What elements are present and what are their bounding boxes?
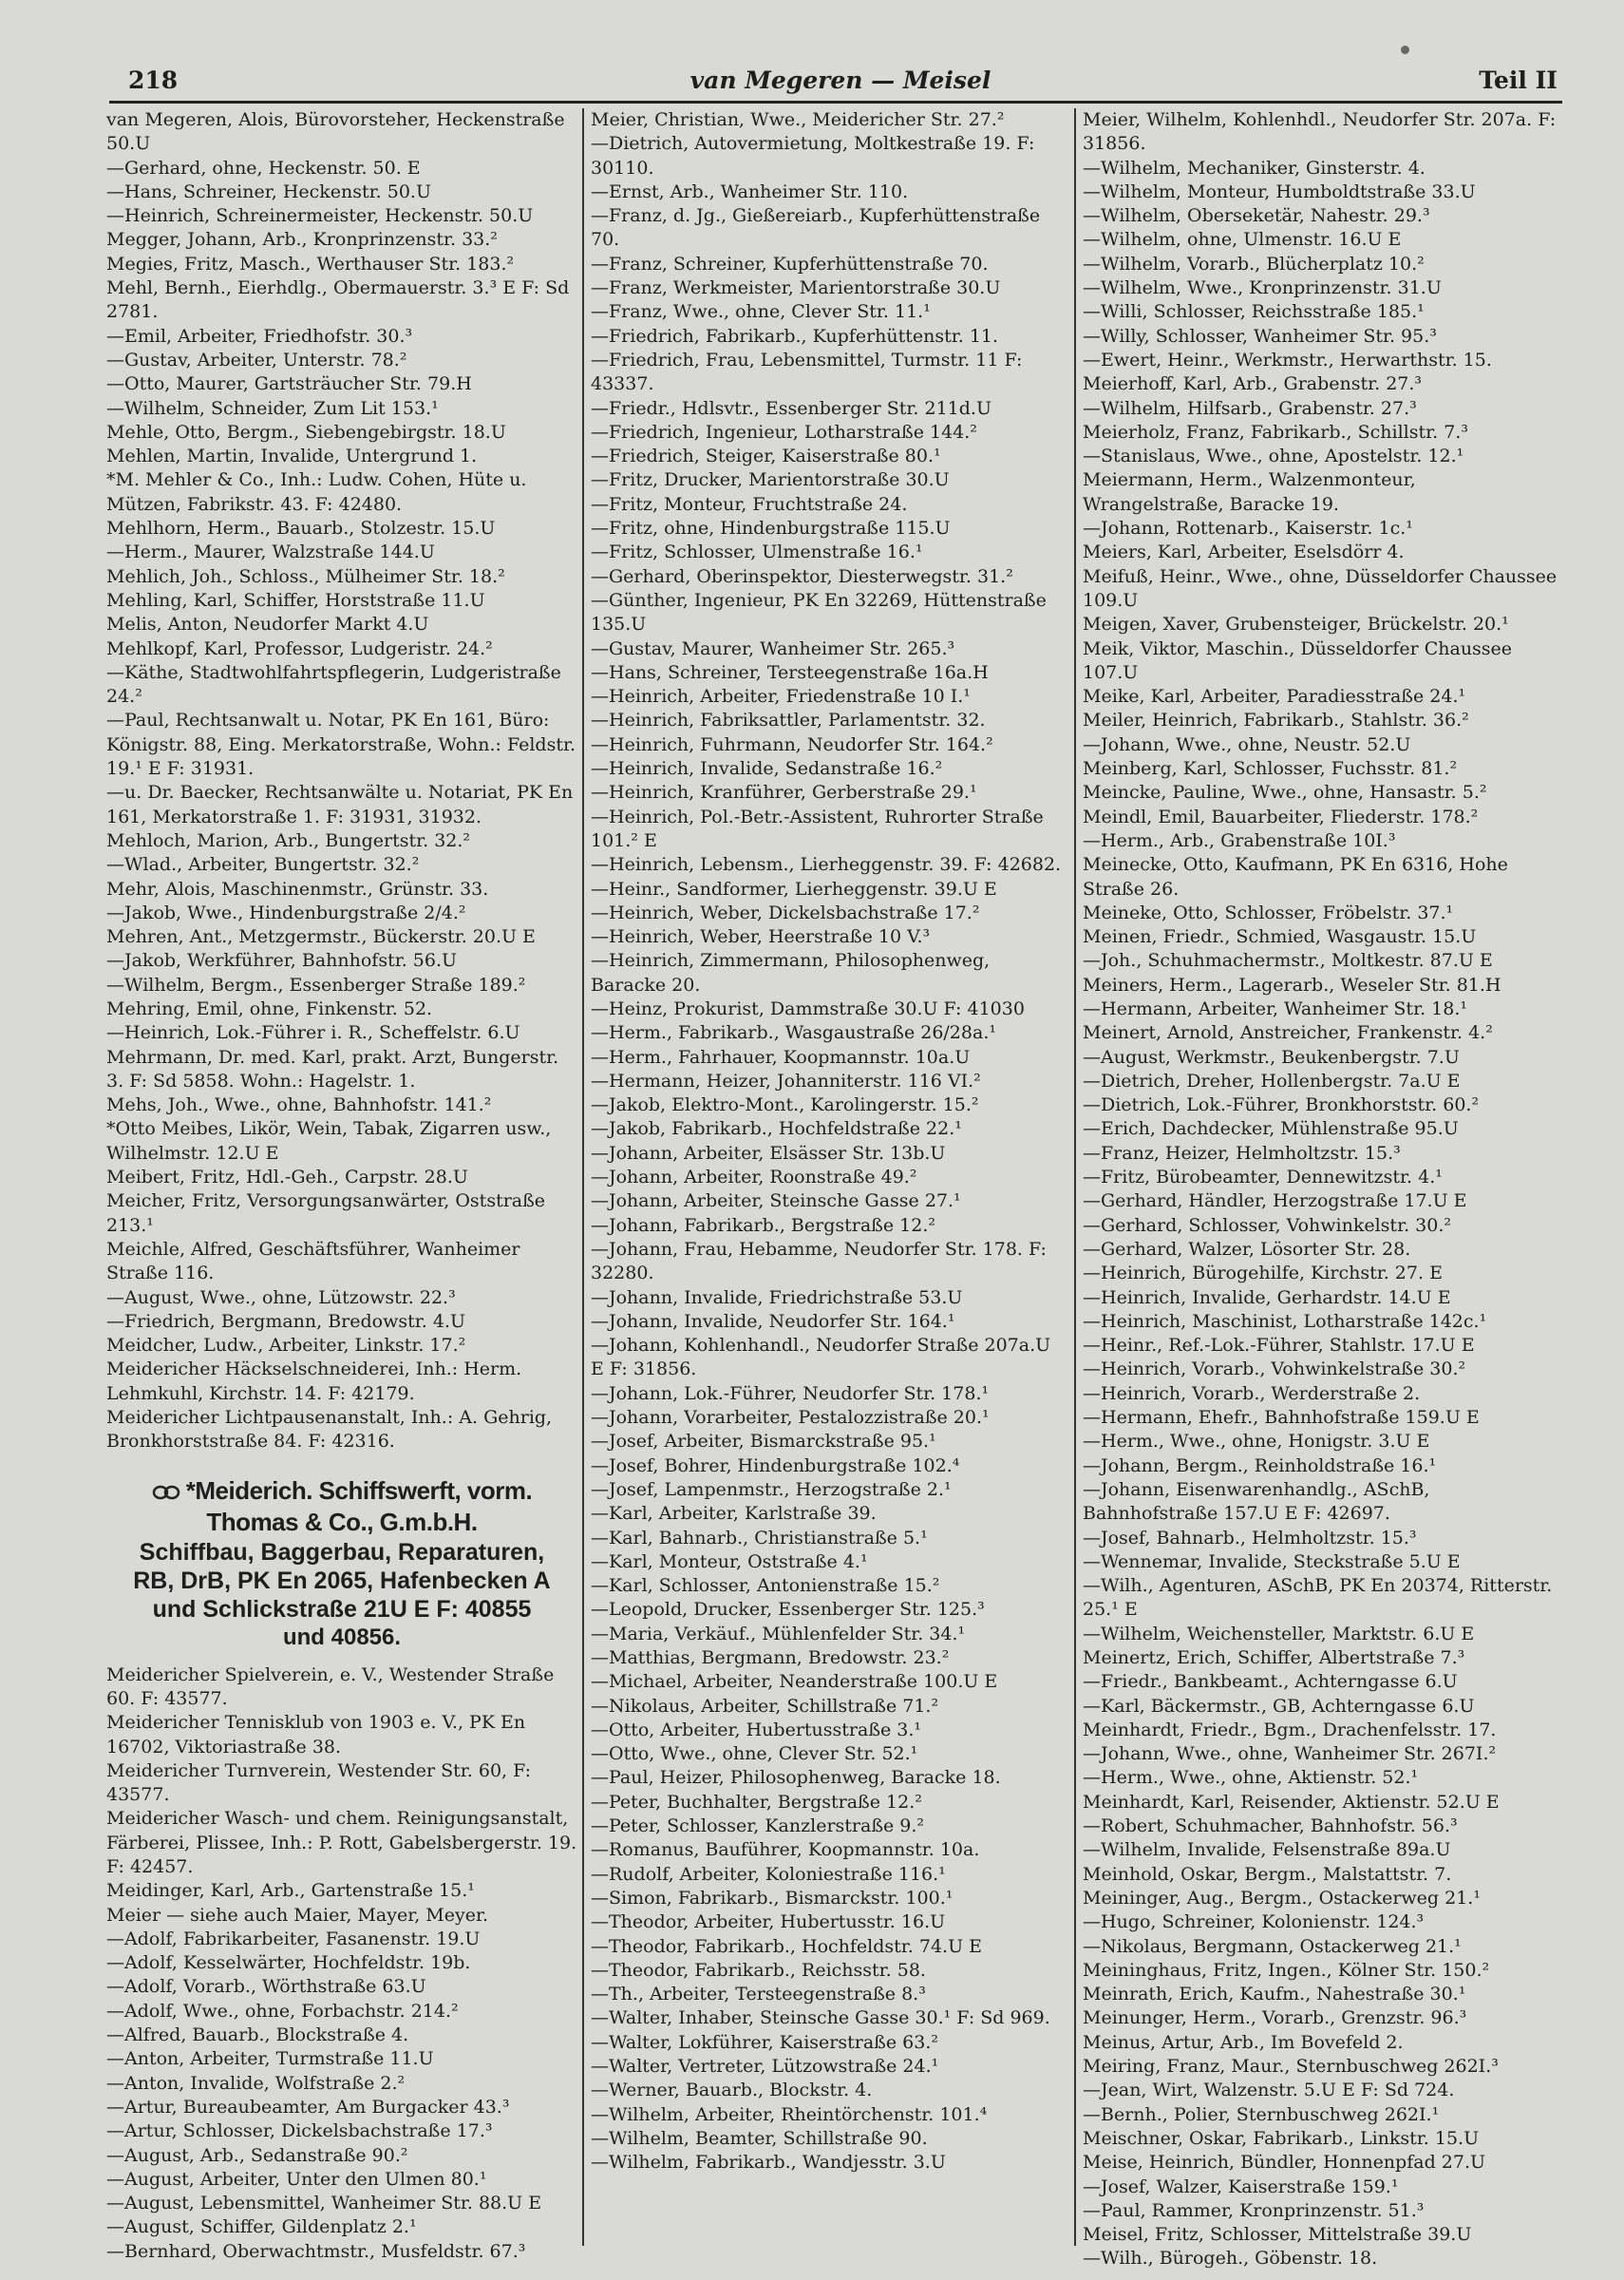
directory-entry: Meinhold, Oskar, Bergm., Malstattstr. 7. xyxy=(1083,1863,1452,1885)
directory-entry: —Heinz, Prokurist, Dammstraße 30.U F: 41030 xyxy=(591,998,1025,1019)
directory-entry: —Josef, Lampenmstr., Herzogstraße 2.¹ xyxy=(591,1478,952,1500)
directory-entry: Meiler, Heinrich, Fabrikarb., Stahlstr. 36.² xyxy=(1083,710,1469,732)
directory-entry: —Johann, Wwe., ohne, Wanheimer Str. 267I.² xyxy=(1083,1743,1497,1765)
directory-entry: —Herm., Fahrhauer, Koopmannstr. 10a.U xyxy=(591,1046,971,1068)
advertisement-title xyxy=(106,1475,577,1538)
directory-entry: —Wilhelm, Vorarb., Blücherplatz 10.² xyxy=(1083,253,1425,275)
directory-entry: —Friedrich, Ingenieur, Lotharstraße 144.² xyxy=(591,421,977,443)
directory-entry: Mehlich, Joh., Schloss., Mülheimer Str. 18.² xyxy=(106,565,505,587)
directory-entry: —Heinrich, Invalide, Sedanstraße 16.² xyxy=(591,758,943,780)
directory-entry: —Johann, Arbeiter, Elsässer Str. 13b.U xyxy=(591,1142,946,1164)
directory-entry: —Heinr., Ref.-Lok.-Führer, Stahlstr. 17.U E xyxy=(1083,1335,1475,1357)
part-label: Teil II xyxy=(1479,66,1558,94)
directory-entry: Meinertz, Erich, Schiffer, Albertstraße 7.³ xyxy=(1083,1647,1465,1668)
directory-entry: —Wilhelm, Fabrikarb., Wandjesstr. 3.U xyxy=(591,2152,946,2174)
directory-entry: —Walter, Vertreter, Lützowstraße 24.¹ xyxy=(591,2056,939,2078)
directory-entry: —Walter, Lokführer, Kaiserstraße 63.² xyxy=(591,2031,938,2053)
directory-entry: —Karl, Bahnarb., Christianstraße 5.¹ xyxy=(591,1527,928,1548)
directory-entry: —Josef, Arbeiter, Bismarckstraße 95.¹ xyxy=(591,1431,936,1453)
directory-entry: —Heinrich, Schreinermeister, Heckenstr. 50.U xyxy=(106,205,534,227)
directory-entry: Megger, Johann, Arb., Kronprinzenstr. 33.² xyxy=(106,229,498,251)
directory-entry: —Heinrich, Bürogehilfe, Kirchstr. 27. E xyxy=(1083,1263,1443,1284)
directory-entry: —Artur, Bureaubeamter, Am Burgacker 43.³ xyxy=(106,2096,510,2118)
directory-entry: van Megeren, Alois, Bürovorsteher, Heckenstraße 50.U xyxy=(106,109,565,155)
directory-entry: —Franz, Schreiner, Kupferhüttenstraße 70. xyxy=(591,253,989,275)
advertisement-title-text: *Meiderich. Schiffswerft, vorm. Thomas & Co., G.m.b.H. xyxy=(185,1475,533,1536)
directory-entry: —Rudolf, Arbeiter, Koloniestraße 116.¹ xyxy=(591,1863,946,1885)
directory-entry: —Wilhelm, Monteur, Humboldtstraße 33.U xyxy=(1083,180,1476,202)
directory-entry: —Johann, Bergm., Reinholdstraße 16.¹ xyxy=(1083,1454,1437,1476)
directory-entry: —Leopold, Drucker, Essenberger Str. 125.³ xyxy=(591,1599,985,1621)
directory-entry: —Hans, Schreiner, Heckenstr. 50.U xyxy=(106,180,431,202)
advertisement-line: und Schlickstraße 21U E F: 40855 xyxy=(152,1595,532,1623)
directory-entry: —Adolf, Fabrikarbeiter, Fasanenstr. 19.U xyxy=(106,1928,481,1949)
directory-entry: —Herm., Wwe., ohne, Aktienstr. 52.¹ xyxy=(1083,1767,1419,1789)
directory-entry: —Th., Arbeiter, Tersteegenstraße 8.³ xyxy=(591,1984,926,2005)
directory-entry: —Maria, Verkäuf., Mühlenfelder Str. 34.¹ xyxy=(591,1623,966,1644)
directory-entry: Mehs, Joh., Wwe., ohne, Bahnhofstr. 141.² xyxy=(106,1094,492,1116)
directory-entry: —Wilhelm, Hilfsarb., Grabenstr. 27.³ xyxy=(1083,397,1417,419)
directory-entry: Meidericher Spielverein, e. V., Westender Straße 60. F: 43577. xyxy=(106,1663,555,1709)
directory-entry: Meigen, Xaver, Grubensteiger, Brückelstr. 20.¹ xyxy=(1083,614,1509,636)
directory-entry: —Emil, Arbeiter, Friedhofstr. 30.³ xyxy=(106,325,413,347)
page-title: van Megeren — Meisel xyxy=(689,66,991,94)
directory-entry: Mehl, Bernh., Eierhdlg., Obermauerstr. 3.³ E F: Sd 2781. xyxy=(106,277,570,323)
directory-entry: —Otto, Wwe., ohne, Clever Str. 52.¹ xyxy=(591,1743,918,1765)
directory-entry: —Friedrich, Bergmann, Bredowstr. 4.U xyxy=(106,1310,465,1332)
column-left xyxy=(106,108,577,2264)
header-rule xyxy=(109,101,1562,104)
directory-entry: —Heinrich, Arbeiter, Friedenstraße 10 I.¹ xyxy=(591,686,971,708)
directory-entry: —Johann, Invalide, Friedrichstraße 53.U xyxy=(591,1286,963,1308)
directory-entry: —Walter, Inhaber, Steinsche Gasse 30.¹ F: Sd 969. xyxy=(591,2007,1050,2029)
directory-entry: Mehrmann, Dr. med. Karl, prakt. Arzt, Bungerstr. 3. F: Sd 5858. Wohn.: Hagelstr. 1. xyxy=(106,1046,559,1092)
directory-entry: Meier, Christian, Wwe., Meidericher Str. 27.² xyxy=(591,109,1005,130)
advertisement-line: Schiffbau, Baggerbau, Reparaturen, xyxy=(139,1538,545,1566)
directory-entry: —Stanislaus, Wwe., ohne, Apostelstr. 12.¹ xyxy=(1083,446,1464,467)
directory-entry: —Gustav, Arbeiter, Unterstr. 78.² xyxy=(106,349,407,370)
directory-entry: —Bernh., Polier, Sternbuschweg 262I.¹ xyxy=(1083,2103,1440,2125)
page-header xyxy=(123,65,1558,103)
directory-entry: —August, Arbeiter, Unter den Ulmen 80.¹ xyxy=(106,2168,487,2190)
directory-entry: —Herm., Wwe., ohne, Honigstr. 3.U E xyxy=(1083,1431,1430,1453)
directory-entry: —Heinrich, Vorarb., Werderstraße 2. xyxy=(1083,1382,1421,1404)
directory-entry: —Josef, Bahnarb., Helmholtzstr. 15.³ xyxy=(1083,1527,1417,1548)
directory-entry: —Franz, d. Jg., Gießereiarb., Kupferhüttenstraße 70. xyxy=(591,205,1041,251)
directory-entry: —August, Schiffer, Gildenplatz 2.¹ xyxy=(106,2216,417,2238)
directory-entry: Meindl, Emil, Bauarbeiter, Fliederstr. 178.² xyxy=(1083,806,1479,827)
directory-entry: Meike, Karl, Arbeiter, Paradiesstraße 24.¹ xyxy=(1083,686,1466,708)
directory-entry: —Hermann, Heizer, Johanniterstr. 116 VI.² xyxy=(591,1070,981,1092)
directory-entry: —Josef, Walzer, Kaiserstraße 159.¹ xyxy=(1083,2176,1399,2197)
directory-entry: —Günther, Ingenieur, PK En 32269, Hüttenstraße 135.U xyxy=(591,589,1047,636)
directory-entry: —August, Werkmstr., Beukenbergstr. 7.U xyxy=(1083,1046,1460,1068)
directory-entry: Meinrath, Erich, Kaufm., Nahestraße 30.¹ xyxy=(1083,1984,1466,2005)
directory-entry: —Bernhard, Oberwachtmstr., Musfeldstr. 67.³ xyxy=(106,2240,526,2262)
directory-entry: —Herm., Fabrikarb., Wasgaustraße 26/28a.¹ xyxy=(591,1022,996,1044)
directory-entry: —Peter, Buchhalter, Bergstraße 12.² xyxy=(591,1791,922,1813)
directory-entry: —Wilhelm, Schneider, Zum Lit 153.¹ xyxy=(106,397,439,419)
column-divider xyxy=(1074,108,1076,2246)
directory-entry: —Heinrich, Lebensm., Lierheggenstr. 39. F: 42682. xyxy=(591,854,1062,876)
directory-entry: —Dietrich, Lok.-Führer, Bronkhorststr. 60.² xyxy=(1083,1094,1480,1116)
directory-entry: Mehr, Alois, Maschinenmstr., Grünstr. 33. xyxy=(106,878,489,900)
directory-entry: Meinert, Arnold, Anstreicher, Frankenstr. 4.² xyxy=(1083,1022,1493,1044)
directory-entry: —Heinrich, Lok.-Führer i. R., Scheffelstr. 6.U xyxy=(106,1022,520,1044)
directory-entry: —Heinrich, Invalide, Gerhardstr. 14.U E xyxy=(1083,1286,1451,1308)
directory-entry: —Theodor, Fabrikarb., Hochfeldstr. 74.U E xyxy=(591,1935,983,1957)
directory-entry: Meinecke, Otto, Kaufmann, PK En 6316, Hohe Straße 26. xyxy=(1083,854,1508,900)
directory-entry: —Dietrich, Dreher, Hollenbergstr. 7a.U E xyxy=(1083,1070,1461,1092)
directory-entry: —Johann, Arbeiter, Roonstraße 49.² xyxy=(591,1167,917,1188)
directory-entry: —Werner, Bauarb., Blockstr. 4. xyxy=(591,2080,873,2101)
directory-entry: —Willy, Schlosser, Wanheimer Str. 95.³ xyxy=(1083,325,1437,347)
directory-entry: —Jakob, Wwe., Hindenburgstraße 2/4.² xyxy=(106,902,466,923)
directory-entry: —Jakob, Elektro-Mont., Karolingerstr. 15.² xyxy=(591,1094,979,1116)
directory-entry: —Theodor, Arbeiter, Hubertusstr. 16.U xyxy=(591,1911,946,1933)
directory-entry: —Franz, Wwe., ohne, Clever Str. 11.¹ xyxy=(591,301,931,323)
directory-entry: —Willi, Schlosser, Reichsstraße 185.¹ xyxy=(1083,301,1425,323)
directory-entry: Meinberg, Karl, Schlosser, Fuchsstr. 81.² xyxy=(1083,758,1458,780)
directory-entry: —Gerhard, ohne, Heckenstr. 50. E xyxy=(106,157,421,179)
directory-entry: —Erich, Dachdecker, Mühlenstraße 95.U xyxy=(1083,1118,1459,1140)
directory-entry: —Adolf, Kesselwärter, Hochfeldstr. 19b. xyxy=(106,1952,471,1974)
directory-entry: Mehling, Karl, Schiffer, Horststraße 11.U xyxy=(106,589,485,611)
directory-entry: —Theodor, Fabrikarb., Reichsstr. 58. xyxy=(591,1959,926,1981)
directory-entry: Meinen, Friedr., Schmied, Wasgaustr. 15.U xyxy=(1083,926,1477,948)
column-right xyxy=(1083,108,1562,2271)
directory-entry: —Jakob, Fabrikarb., Hochfeldstraße 22.¹ xyxy=(591,1118,962,1140)
directory-entry: *Otto Meibes, Likör, Wein, Tabak, Zigarren usw., Wilhelmstr. 12.U E xyxy=(106,1118,552,1164)
directory-entry: —Otto, Arbeiter, Hubertusstraße 3.¹ xyxy=(591,1719,922,1740)
directory-entry: —Wilhelm, Weichensteller, Marktstr. 6.U E xyxy=(1083,1623,1475,1644)
directory-entry: —Hans, Schreiner, Tersteegenstraße 16a.H xyxy=(591,661,989,683)
directory-entry: —Heinrich, Weber, Heerstraße 10 V.³ xyxy=(591,926,931,948)
directory-entry: —Heinrich, Fabriksattler, Parlamentstr. 32. xyxy=(591,710,986,732)
directory-entry: Meinunger, Herm., Vorarb., Grenzstr. 96.³ xyxy=(1083,2007,1467,2029)
directory-entry: —Hugo, Schreiner, Kolonienstr. 124.³ xyxy=(1083,1911,1425,1933)
ink-spot xyxy=(1401,46,1409,54)
directory-entry: —Robert, Schuhmacher, Bahnhofstr. 56.³ xyxy=(1083,1815,1458,1837)
directory-entry: Meicher, Fritz, Versorgungsanwärter, Oststraße 213.¹ xyxy=(106,1190,546,1236)
advertisement-line: RB, DrB, PK En 2065, Hafenbecken A xyxy=(133,1567,551,1594)
directory-entry: Meineke, Otto, Schlosser, Fröbelstr. 37.¹ xyxy=(1083,902,1454,923)
directory-entry: Meisel, Fritz, Schlosser, Mittelstraße 39.U xyxy=(1083,2224,1472,2246)
directory-entry: —Michael, Arbeiter, Neanderstraße 100.U E xyxy=(591,1671,998,1693)
directory-entry: —Wilh., Bürogeh., Göbenstr. 18. xyxy=(1083,2248,1378,2270)
directory-entry: —Gerhard, Oberinspektor, Diesterwegstr. 31.² xyxy=(591,565,1013,587)
directory-entry: Meidinger, Karl, Arb., Gartenstraße 15.¹ xyxy=(106,1880,475,1902)
directory-entry: —Gustav, Maurer, Wanheimer Str. 265.³ xyxy=(591,637,955,659)
directory-entry: —Friedrich, Frau, Lebensmittel, Turmstr. 11 F: 43337. xyxy=(591,349,1023,395)
directory-entry: —August, Lebensmittel, Wanheimer Str. 88.U E xyxy=(106,2193,542,2214)
directory-entry: —Fritz, Drucker, Marientorstraße 30.U xyxy=(591,469,950,491)
directory-entry: —Franz, Heizer, Helmholtzstr. 15.³ xyxy=(1083,1142,1401,1164)
directory-entry: —Gerhard, Schlosser, Vohwinkelstr. 30.² xyxy=(1083,1214,1451,1236)
directory-entry: *M. Mehler & Co., Inh.: Ludw. Cohen, Hüte u. Mützen, Fabrikstr. 43. F: 42480. xyxy=(106,469,527,515)
directory-entry: —Heinrich, Vorarb., Vohwinkelstraße 30.² xyxy=(1083,1358,1466,1380)
directory-entry: Meifuß, Heinr., Wwe., ohne, Düsseldorfer Chaussee 109.U xyxy=(1083,565,1558,611)
directory-entry: Meinhardt, Karl, Reisender, Aktienstr. 52.U E xyxy=(1083,1791,1500,1813)
directory-entry: —Simon, Fabrikarb., Bismarckstr. 100.¹ xyxy=(591,1887,954,1909)
advertisement-block xyxy=(106,1475,577,1652)
directory-entry: —Heinrich, Zimmermann, Philosophenweg, Baracke 20. xyxy=(591,950,991,996)
column-divider xyxy=(582,108,584,2246)
directory-entry: —Wilhelm, Mechaniker, Ginsterstr. 4. xyxy=(1083,157,1426,179)
directory-entry: Meierhoff, Karl, Arb., Grabenstr. 27.³ xyxy=(1083,373,1423,395)
directory-entry: Mehloch, Marion, Arb., Bungertstr. 32.² xyxy=(106,829,471,851)
directory-entry: —Wilhelm, Arbeiter, Rheintörchenstr. 101.⁴ xyxy=(591,2103,988,2125)
directory-entry: —Otto, Maurer, Gartsträucher Str. 79.H xyxy=(106,373,472,395)
directory-entry: —Johann, Invalide, Neudorfer Str. 164.¹ xyxy=(591,1310,955,1332)
page-number: 218 xyxy=(128,66,179,94)
directory-entry: —Nikolaus, Bergmann, Ostackerweg 21.¹ xyxy=(1083,1935,1462,1957)
directory-entry: Meidericher Tennisklub von 1903 e. V., PK En 16702, Viktoriastraße 38. xyxy=(106,1712,526,1758)
directory-entry: —Johann, Fabrikarb., Bergstraße 12.² xyxy=(591,1214,935,1236)
directory-entry: —Hermann, Arbeiter, Wanheimer Str. 18.¹ xyxy=(1083,998,1467,1019)
directory-entry: —Peter, Schlosser, Kanzlerstraße 9.² xyxy=(591,1815,925,1837)
directory-entry: Mehren, Ant., Metzgermstr., Bückerstr. 20.U E xyxy=(106,926,536,948)
directory-entry: —Fritz, Bürobeamter, Dennewitzstr. 4.¹ xyxy=(1083,1167,1443,1188)
directory-entry: —Josef, Bohrer, Hindenburgstraße 102.⁴ xyxy=(591,1454,960,1476)
directory-entry: —Wilhelm, ohne, Ulmenstr. 16.U E xyxy=(1083,229,1402,251)
directory-entry: Meinhardt, Friedr., Bgm., Drachenfelsstr. 17. xyxy=(1083,1719,1497,1740)
directory-entry: —Paul, Heizer, Philosophenweg, Baracke 18. xyxy=(591,1767,1001,1789)
directory-entry: Meiers, Karl, Arbeiter, Eselsdörr 4. xyxy=(1083,542,1405,563)
directory-entry: Meik, Viktor, Maschin., Düsseldorfer Chaussee 107.U xyxy=(1083,637,1513,683)
directory-entry: —Adolf, Vorarb., Wörthstraße 63.U xyxy=(106,1976,426,1998)
directory-entry: —Matthias, Bergmann, Bredowstr. 23.² xyxy=(591,1647,950,1668)
directory-entry: Mehring, Emil, ohne, Finkenstr. 52. xyxy=(106,998,433,1019)
directory-entry: —Wilhelm, Wwe., Kronprinzenstr. 31.U xyxy=(1083,277,1442,299)
directory-entry: —Heinrich, Pol.-Betr.-Assistent, Ruhrorter Straße 101.² E xyxy=(591,806,1044,851)
directory-entry: Meininghaus, Fritz, Ingen., Kölner Str. 150.² xyxy=(1083,1959,1490,1981)
directory-entry: —Gerhard, Walzer, Lösorter Str. 28. xyxy=(1083,1238,1411,1260)
directory-entry: Meidericher Lichtpausenanstalt, Inh.: A. Gehrig, Bronkhorststraße 84. F: 42316. xyxy=(106,1407,553,1453)
directory-entry: —August, Wwe., ohne, Lützowstr. 22.³ xyxy=(106,1286,456,1308)
directory-entry: —Dietrich, Autovermietung, Moltkestraße 19. F: 30110. xyxy=(591,133,1035,179)
directory-entry: —Ewert, Heinr., Werkmstr., Herwarthstr. 15. xyxy=(1083,349,1492,370)
directory-entry: Meininger, Aug., Bergm., Ostackerweg 21.¹ xyxy=(1083,1887,1481,1909)
directory-entry: —Johann, Frau, Hebamme, Neudorfer Str. 178. F: 32280. xyxy=(591,1238,1047,1284)
directory-entry: —Wennemar, Invalide, Steckstraße 5.U E xyxy=(1083,1550,1461,1572)
directory-entry: —Fritz, Monteur, Fruchtstraße 24. xyxy=(591,493,908,515)
directory-entry: —Wilh., Agenturen, ASchB, PK En 20374, Ritterstr. 25.¹ E xyxy=(1083,1575,1553,1621)
directory-entry: —Herm., Arb., Grabenstraße 10I.³ xyxy=(1083,829,1396,851)
directory-entry: Mehle, Otto, Bergm., Siebengebirgstr. 18.U xyxy=(106,421,506,443)
directory-entry: —Johann, Kohlenhandl., Neudorfer Straße 207a.U E F: 31856. xyxy=(591,1335,1051,1380)
anchor-chain-icon xyxy=(152,1482,180,1503)
directory-entry: —Wilhelm, Oberseketär, Nahestr. 29.³ xyxy=(1083,205,1430,227)
directory-entry: —Anton, Arbeiter, Turmstraße 11.U xyxy=(106,2048,434,2070)
directory-entry: —Wilhelm, Bergm., Essenberger Straße 189.² xyxy=(106,974,526,996)
directory-entry: Meichle, Alfred, Geschäftsführer, Wanheimer Straße 116. xyxy=(106,1238,520,1284)
directory-entry: —Anton, Invalide, Wolfstraße 2.² xyxy=(106,2072,406,2094)
directory-entry: —u. Dr. Baecker, Rechtsanwälte u. Notariat, PK En 161, Merkatorstraße 1. F: 31931, 31932. xyxy=(106,782,574,827)
directory-entry: —Franz, Werkmeister, Marientorstraße 30.U xyxy=(591,277,1001,299)
directory-entry: Meibert, Fritz, Hdl.-Geh., Carpstr. 28.U xyxy=(106,1167,468,1188)
directory-entry: —Romanus, Bauführer, Koopmannstr. 10a. xyxy=(591,1839,980,1861)
directory-entry: Meischner, Oskar, Fabrikarb., Linkstr. 15.U xyxy=(1083,2127,1480,2149)
directory-entry: —Johann, Lok.-Führer, Neudorfer Str. 178.¹ xyxy=(591,1382,990,1404)
directory-entry: —Nikolaus, Arbeiter, Schillstraße 71.² xyxy=(591,1695,939,1717)
directory-entry: —Johann, Arbeiter, Steinsche Gasse 27.¹ xyxy=(591,1190,961,1212)
directory-entry: Melis, Anton, Neudorfer Markt 4.U xyxy=(106,614,429,636)
directory-entry: —Johann, Wwe., ohne, Neustr. 52.U xyxy=(1083,733,1411,755)
directory-entry: —Heinrich, Weber, Dickelsbachstraße 17.² xyxy=(591,902,980,923)
directory-entry: —Johann, Vorarbeiter, Pestalozzistraße 20.¹ xyxy=(591,1407,990,1429)
directory-entry: —Fritz, ohne, Hindenburgstraße 115.U xyxy=(591,518,951,540)
directory-entry: Meier — siehe auch Maier, Mayer, Meyer. xyxy=(106,1904,488,1926)
directory-entry: —Jakob, Werkführer, Bahnhofstr. 56.U xyxy=(106,950,458,972)
directory-entry: —Heinrich, Fuhrmann, Neudorfer Str. 164.² xyxy=(591,733,993,755)
directory-entry: —Friedr., Hdlsvtr., Essenberger Str. 211d.U xyxy=(591,397,991,419)
directory-entry: Meier, Wilhelm, Kohlenhdl., Neudorfer Str. 207a. F: 31856. xyxy=(1083,109,1557,155)
directory-entry: Meierholz, Franz, Fabrikarb., Schillstr. 7.³ xyxy=(1083,421,1468,443)
directory-entry: —Friedrich, Steiger, Kaiserstraße 80.¹ xyxy=(591,446,941,467)
directory-entry: —Herm., Maurer, Walzstraße 144.U xyxy=(106,542,435,563)
directory-entry: Mehlkopf, Karl, Professor, Ludgeristr. 24.² xyxy=(106,637,493,659)
directory-entry: Meiring, Franz, Maur., Sternbuschweg 262I.³ xyxy=(1083,2056,1499,2078)
directory-entry: —Hermann, Ehefr., Bahnhofstraße 159.U E xyxy=(1083,1407,1480,1429)
directory-entry: Meiermann, Herm., Walzenmonteur, Wrangelstraße, Baracke 19. xyxy=(1083,469,1416,515)
directory-entry: Meiners, Herm., Lagerarb., Weseler Str. 81.H xyxy=(1083,974,1501,996)
directory-entry: —Karl, Schlosser, Antonienstraße 15.² xyxy=(591,1575,940,1597)
directory-entry: Meinus, Artur, Arb., Im Bovefeld 2. xyxy=(1083,2031,1404,2053)
directory-entry: Mehlen, Martin, Invalide, Untergrund 1. xyxy=(106,446,478,467)
directory-entry: —August, Arb., Sedanstraße 90.² xyxy=(106,2144,408,2166)
directory-entry: Meidcher, Ludw., Arbeiter, Linkstr. 17.² xyxy=(106,1335,466,1357)
directory-entry: —Friedr., Bankbeamt., Achterngasse 6.U xyxy=(1083,1671,1458,1693)
directory-entry: —Heinr., Sandformer, Lierheggenstr. 39.U E xyxy=(591,878,997,900)
directory-entry: —Heinrich, Maschinist, Lotharstraße 142c.¹ xyxy=(1083,1310,1487,1332)
directory-entry: —Karl, Bäckermstr., GB, Achterngasse 6.U xyxy=(1083,1695,1475,1717)
directory-entry: —Johann, Eisenwarenhandlg., ASchB, Bahnhofstraße 157.U E F: 42697. xyxy=(1083,1478,1430,1525)
directory-entry: —Jean, Wirt, Walzenstr. 5.U E F: Sd 724. xyxy=(1083,2080,1455,2101)
directory-entry: Megies, Fritz, Masch., Werthauser Str. 183.² xyxy=(106,253,515,275)
directory-entry: Meidericher Häckselschneiderei, Inh.: Herm. Lehmkuhl, Kirchstr. 14. F: 42179. xyxy=(106,1358,522,1404)
directory-entry: —Friedrich, Fabrikarb., Kupferhüttenstr. 11. xyxy=(591,325,999,347)
directory-entry: —Artur, Schlosser, Dickelsbachstraße 17.³ xyxy=(106,2120,493,2142)
directory-entry: —Alfred, Bauarb., Blockstraße 4. xyxy=(106,2024,409,2046)
directory-entry: Meise, Heinrich, Bündler, Honnenpfad 27.U xyxy=(1083,2152,1486,2174)
directory-entry: —Fritz, Schlosser, Ulmenstraße 16.¹ xyxy=(591,542,923,563)
directory-entry: —Paul, Rechtsanwalt u. Notar, PK En 161, Büro: Königstr. 88, Eing. Merkatorstraße, Wohn.: Feldstr. 19.¹ E F: 31931. xyxy=(106,710,576,780)
directory-entry: —Käthe, Stadtwohlfahrtspflegerin, Ludgeristraße 24.² xyxy=(106,661,561,708)
directory-entry: —Joh., Schuhmachermstr., Moltkestr. 87.U E xyxy=(1083,950,1493,972)
directory-entry: Meincke, Pauline, Wwe., ohne, Hansastr. 5.² xyxy=(1083,782,1487,804)
directory-entry: Meidericher Wasch- und chem. Reinigungsanstalt, Färberei, Plissee, Inh.: P. Rott, Gabelsbergerstr. 19. F: 42457. xyxy=(106,1808,577,1877)
directory-entry: —Heinrich, Kranführer, Gerberstraße 29.¹ xyxy=(591,782,977,804)
directory-entry: —Wilhelm, Invalide, Felsenstraße 89a.U xyxy=(1083,1839,1451,1861)
directory-entry: —Wilhelm, Beamter, Schillstraße 90. xyxy=(591,2127,928,2149)
column-middle xyxy=(591,108,1068,2176)
directory-entry: —Karl, Arbeiter, Karlstraße 39. xyxy=(591,1503,877,1525)
directory-entry: —Wlad., Arbeiter, Bungertstr. 32.² xyxy=(106,854,420,876)
directory-entry: —Gerhard, Händler, Herzogstraße 17.U E xyxy=(1083,1190,1467,1212)
directory-entry: Meidericher Turnverein, Westender Str. 60, F: 43577. xyxy=(106,1759,532,1806)
advertisement-line: und 40856. xyxy=(282,1624,402,1650)
directory-entry: Mehlhorn, Herm., Bauarb., Stolzestr. 15.U xyxy=(106,518,496,540)
directory-entry: —Paul, Rammer, Kronprinzenstr. 51.³ xyxy=(1083,2199,1425,2221)
directory-entry: —Karl, Monteur, Oststraße 4.¹ xyxy=(591,1550,868,1572)
directory-entry: —Johann, Rottenarb., Kaiserstr. 1c.¹ xyxy=(1083,518,1413,540)
directory-entry: —Ernst, Arb., Wanheimer Str. 110. xyxy=(591,180,909,202)
directory-entry: —Adolf, Wwe., ohne, Forbachstr. 214.² xyxy=(106,2000,459,2022)
